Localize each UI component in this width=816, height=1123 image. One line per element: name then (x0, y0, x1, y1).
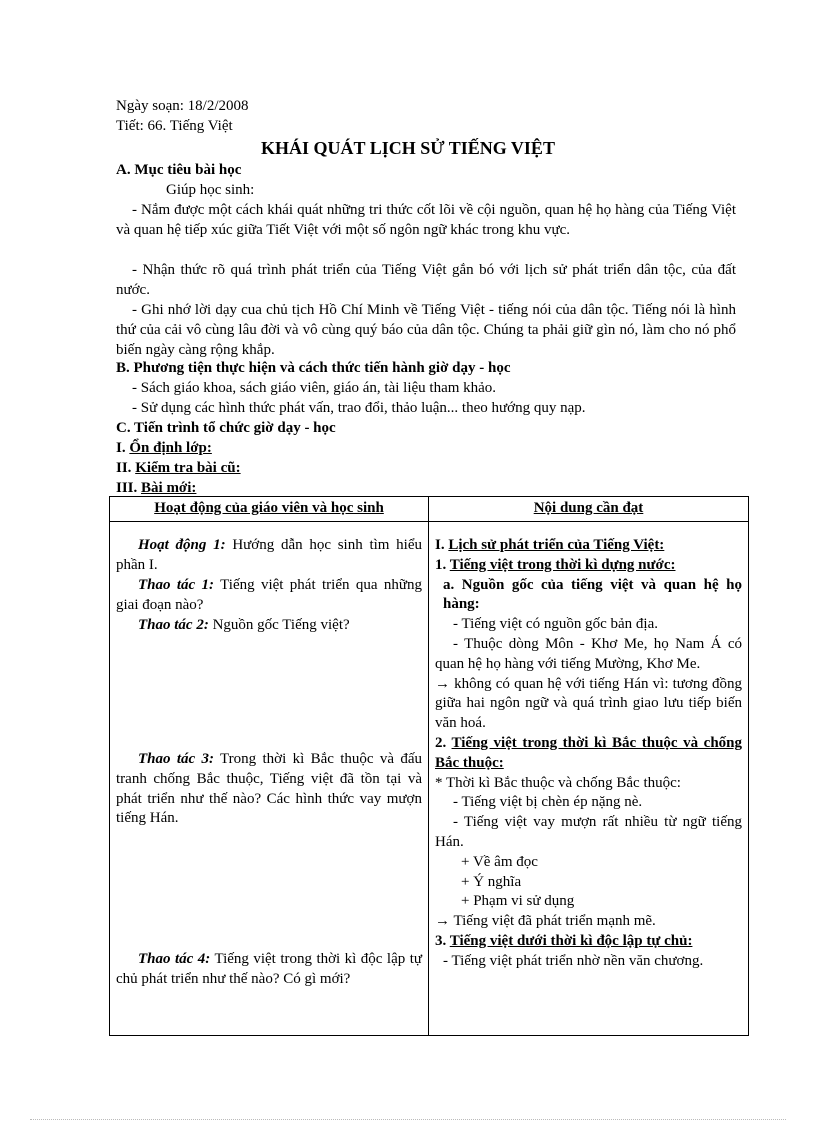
content-section-1: 1. Tiếng việt trong thời kì dựng nước: (435, 556, 676, 573)
content-subsection-a: a. Nguồn gốc của tiếng việt và quan hệ họ hàng: (443, 576, 742, 613)
content-b3: + Về âm đọc (461, 853, 538, 870)
step-4: Thao tác 4: Tiếng việt trong thời kì độc lập tự chủ phát triển như thế nào? Có gì mới? (116, 951, 422, 987)
content-a2: - Thuộc dòng Môn - Khơ Me, họ Nam Á có quan hệ họ hàng với tiếng Mường, Khơ Me. (435, 635, 742, 672)
date-line: Ngày soạn: 18/2/2008 (116, 98, 249, 114)
lesson-table (109, 496, 749, 1036)
content-b2: - Tiếng việt vay mượn rất nhiều từ ngữ tiếng Hán. (435, 814, 742, 850)
table-header-row (110, 497, 749, 522)
content-section-3: 3. Tiếng việt dưới thời kì độc lập tự chủ: (435, 932, 693, 949)
content-c1: - Tiếng việt phát triển nhờ nền văn chương. (443, 952, 704, 969)
teacher-activity-cell (110, 522, 429, 1036)
step-3: Thao tác 3: Trong thời kì Bắc thuộc và đấu tranh chống Bắc thuộc, Tiếng việt đã tồn tại và phát triển như thế nào? Các hình thức vay mượn tiếng Hán. (116, 751, 422, 827)
section-c-heading: C. Tiến trình tổ chức giờ dạy - học (116, 420, 336, 436)
section-a-p3: - Ghi nhớ lời dạy cua chủ tịch Hồ Chí Minh về Tiếng Việt - tiếng nói của dân tộc. Tiếng nói là hình thứ của cải vô cùng lâu đời và vô cùng quý báo của dân tộc. Chúng ta phải giữ gìn nó, làm cho nó phổ biến ngày càng rộng khắp. (116, 302, 736, 358)
section-c-item-iii: III. Bài mới: (116, 480, 197, 496)
content-b5: + Phạm vi sử dụng (461, 893, 575, 910)
col2-header: Nội dung cần đạt (429, 497, 749, 522)
table-body-row (110, 522, 749, 1036)
content-b1: - Tiếng việt bị chèn ép nặng nè. (453, 794, 643, 811)
col1-header: Hoạt động của giáo viên và học sinh (110, 497, 429, 522)
document-title: KHÁI QUÁT LỊCH SỬ TIẾNG VIỆT (261, 138, 555, 158)
content-b6: → Tiếng việt đã phát triển mạnh mẽ. (435, 913, 656, 930)
section-b-heading: B. Phương tiện thực hiện và cách thức tiến hành giờ dạy - học (116, 360, 511, 376)
content-section-i: I. Lịch sử phát triển của Tiếng Việt: (435, 537, 665, 553)
content-b4: + Ý nghĩa (461, 873, 522, 890)
content-a3: → không có quan hệ với tiếng Hán vì: tương đồng giữa hai ngôn ngữ và quá trình giao lưu tiếp biến văn hoá. (435, 675, 742, 732)
section-a-p1: - Nắm được một cách khái quát những tri thức cốt lõi về cội nguồn, quan hệ họ hàng của Tiếng Việt và quan hệ tiếp xúc giữa Tiết Việt với một số ngôn ngữ khác trong khu vực. (116, 202, 736, 238)
page-bottom-divider (30, 1119, 786, 1120)
content-section-2: 2. Tiếng việt trong thời kì Bắc thuộc và chống Bắc thuộc: (435, 734, 743, 771)
section-c-item-ii: II. Kiểm tra bài cũ: (116, 460, 241, 476)
step-2: Thao tác 2: Nguồn gốc Tiếng việt? (138, 617, 350, 633)
lesson-line: Tiết: 66. Tiếng Việt (116, 118, 233, 134)
section-a-heading: A. Mục tiêu bài học (116, 162, 242, 178)
section-a-intro: Giúp học sinh: (166, 182, 255, 198)
activity-1: Hoạt động 1: Hướng dẫn học sinh tìm hiểu phần I. (116, 537, 422, 573)
section-b-item2: - Sử dụng các hình thức phát vấn, trao đổi, thảo luận... theo hướng quy nạp. (132, 400, 586, 416)
section-a-p2: - Nhận thức rõ quá trình phát triển của Tiếng Việt gắn bó với lịch sử phát triển dân tộc, của đất nước. (116, 262, 736, 298)
step-1: Thao tác 1: Tiếng việt phát triển qua những giai đoạn nào? (116, 577, 422, 613)
content-cell (429, 522, 749, 1036)
section-c-item-i: I. Ổn định lớp: (116, 440, 212, 456)
content-a1: - Tiếng việt có nguồn gốc bản địa. (453, 616, 658, 633)
section-b-item1: - Sách giáo khoa, sách giáo viên, giáo án, tài liệu tham khảo. (132, 380, 497, 396)
content-b0: * Thời kì Bắc thuộc và chống Bắc thuộc: (435, 774, 681, 791)
